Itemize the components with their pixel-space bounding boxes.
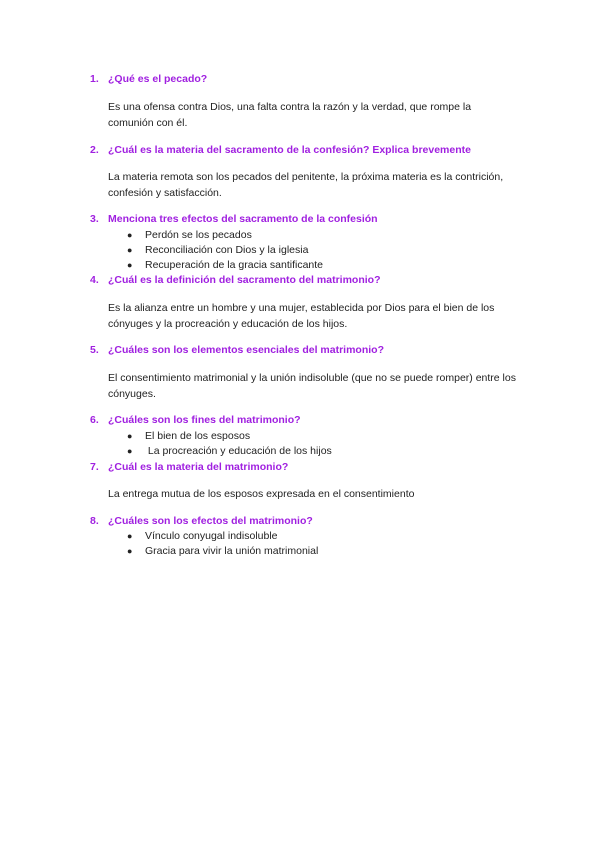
bullet-icon: ● <box>127 446 133 456</box>
question-text: ¿Cuáles son los fines del matrimonio? <box>108 414 301 426</box>
list-item: ● Recuperación de la gracia santificante <box>127 259 324 271</box>
question-number: 8. <box>90 515 99 527</box>
question-number: 6. <box>90 414 99 426</box>
question-text: ¿Cuál es la definición del sacramento del matrimonio? <box>108 274 381 286</box>
answer-7: La entrega mutua de los esposos expresada en el consentimiento <box>108 488 415 500</box>
answer-4: Es la alianza entre un hombre y una mujer, establecida por Dios para el bien de los cónyuges y la procreación y educación de los hijos. <box>108 302 495 330</box>
question-number: 7. <box>90 461 99 473</box>
answer-1: Es una ofensa contra Dios, una falta contra la razón y la verdad, que rompe la comunión con él. <box>108 101 472 129</box>
bullet-list-8 <box>0 529 600 559</box>
question-text: ¿Cuáles son los efectos del matrimonio? <box>108 515 313 527</box>
list-item: ● Vínculo conyugal indisoluble <box>127 530 278 542</box>
question-text: ¿Cuál es la materia del matrimonio? <box>108 461 289 473</box>
answer-5: El consentimiento matrimonial y la unión indisoluble (que no se puede romper) entre los cónyuges. <box>108 372 516 400</box>
question-text: ¿Cuáles son los elementos esenciales del matrimonio? <box>108 344 385 356</box>
bullet-icon: ● <box>127 431 133 441</box>
bullet-icon: ● <box>127 546 133 556</box>
question-number: 1. <box>90 73 99 85</box>
bullet-list-6 <box>0 429 600 459</box>
question-number: 5. <box>90 344 99 356</box>
question-text: Menciona tres efectos del sacramento de la confesión <box>108 213 378 225</box>
question-number: 4. <box>90 274 99 286</box>
bullet-icon: ● <box>127 260 133 270</box>
list-item: ● Perdón se los pecados <box>127 229 252 241</box>
list-item: ● El bien de los esposos <box>127 430 251 442</box>
bullet-icon: ● <box>127 230 133 240</box>
answer-2: La materia remota son los pecados del penitente, la próxima materia es la contrición, confesión y satisfacción. <box>108 171 504 199</box>
bullet-icon: ● <box>127 245 133 255</box>
list-item: ● Reconciliación con Dios y la iglesia <box>127 244 309 256</box>
question-text: ¿Cuál es la materia del sacramento de la confesión? Explica brevemente <box>108 144 471 156</box>
question-text: ¿Qué es el pecado? <box>108 73 208 85</box>
question-number: 3. <box>90 213 99 225</box>
question-number: 2. <box>90 144 99 156</box>
bullet-icon: ● <box>127 531 133 541</box>
list-item: ● La procreación y educación de los hijos <box>127 445 332 457</box>
list-item: ● Gracia para vivir la unión matrimonial <box>127 545 319 557</box>
bullet-list-3 <box>0 228 600 273</box>
